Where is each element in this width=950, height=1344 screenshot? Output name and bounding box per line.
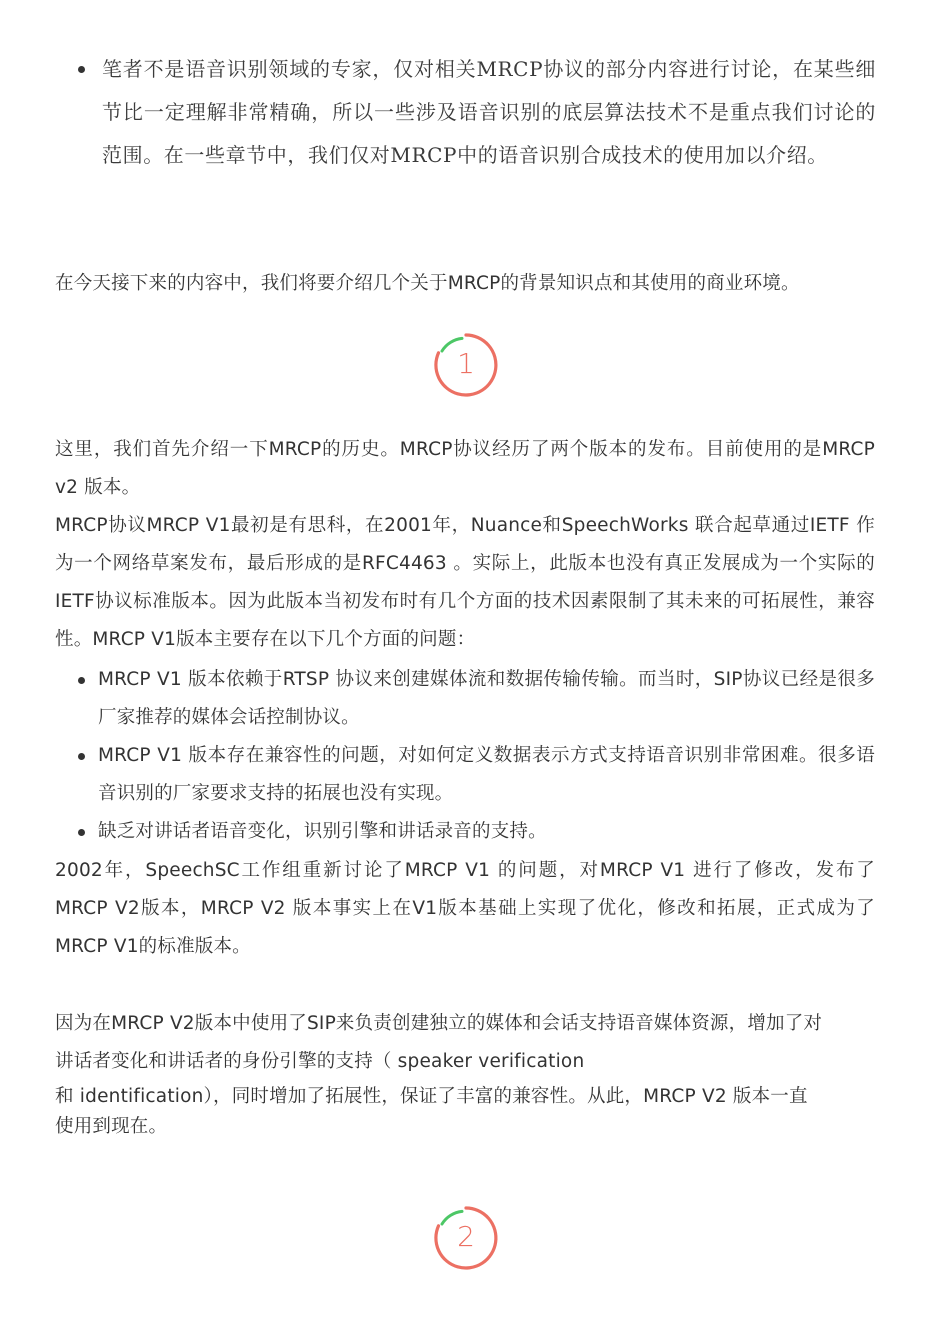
bullet-dot-icon: [78, 66, 85, 73]
v2-features-line: 使用到现在。: [55, 1116, 168, 1137]
bullet-text: 笔者不是语音识别领域的专家，仅对相关MRCP协议的部分内容进行讨论，在某些细节比一定理解非常精确，所以一些涉及语音识别的底层算法技术不是重点我们讨论的范围。在一些章节中，我们仅对MRCP中的语音识别合成技术的使用加以介绍。: [102, 57, 876, 167]
bullet-text: MRCP V1 版本依赖于RTSP 协议来创建媒体流和数据传输传输。而当时，SIP协议已经是很多厂家推荐的媒体会话控制协议。: [98, 669, 875, 728]
bullet-text: MRCP V1 版本存在兼容性的问题，对如何定义数据表示方式支持语音识别非常困难。很多语音识别的厂家要求支持的拓展也没有实现。: [98, 745, 875, 804]
list-item: [98, 813, 875, 851]
bullet-text: 缺乏对讲话者语音变化，识别引擎和讲话录音的支持。: [98, 821, 547, 842]
v2-features-line: 因为在MRCP V2版本中使用了SIP来负责创建独立的媒体和会话支持语音媒体资源，增加了对: [55, 1013, 823, 1034]
v2-history-paragraph: 2002年，SpeechSC工作组重新讨论了MRCP V1 的问题，对MRCP V1 进行了修改，发布了MRCP V2版本，MRCP V2 版本事实上在V1版本基础上实现了优化，修改和拓展，正式成为了MRCP V1的标准版本。: [55, 860, 875, 957]
section-number: 2: [457, 1220, 475, 1253]
history-paragraph: 这里，我们首先介绍一下MRCP的历史。MRCP协议经历了两个版本的发布。目前使用的是MRCP v2 版本。: [55, 439, 875, 498]
list-item: [98, 661, 875, 737]
v1-issues-list: [98, 661, 875, 851]
section-number: 1: [457, 347, 475, 380]
overview-paragraph: 在今天接下来的内容中，我们将要介绍几个关于MRCP的背景知识点和其使用的商业环境。: [55, 273, 800, 294]
v2-features-line: 讲话者变化和讲话者的身份引擎的支持（ speaker verification: [55, 1051, 585, 1072]
section-number-badge: [429, 328, 503, 402]
v2-features-line: 和 identification），同时增加了拓展性，保证了丰富的兼容性。从此，MRCP V2 版本一直: [55, 1086, 808, 1107]
section-number-badge: [429, 1201, 503, 1275]
v1-origin-paragraph: MRCP协议MRCP V1最初是有思科，在2001年，Nuance和SpeechWorks 联合起草通过IETF 作为一个网络草案发布，最后形成的是RFC4463 。实际上，此版本也没有真正发展成为一个实际的IETF协议标准版本。因为此版本当初发布时有几个方面的技术因素限制了其未来的可拓展性，兼容性。MRCP V1版本主要存在以下几个方面的问题：: [55, 515, 875, 650]
bullet-dot-icon: [78, 677, 85, 684]
bullet-dot-icon: [78, 753, 85, 760]
bullet-dot-icon: [78, 829, 85, 836]
list-item: [102, 48, 876, 177]
list-item: [98, 737, 875, 813]
